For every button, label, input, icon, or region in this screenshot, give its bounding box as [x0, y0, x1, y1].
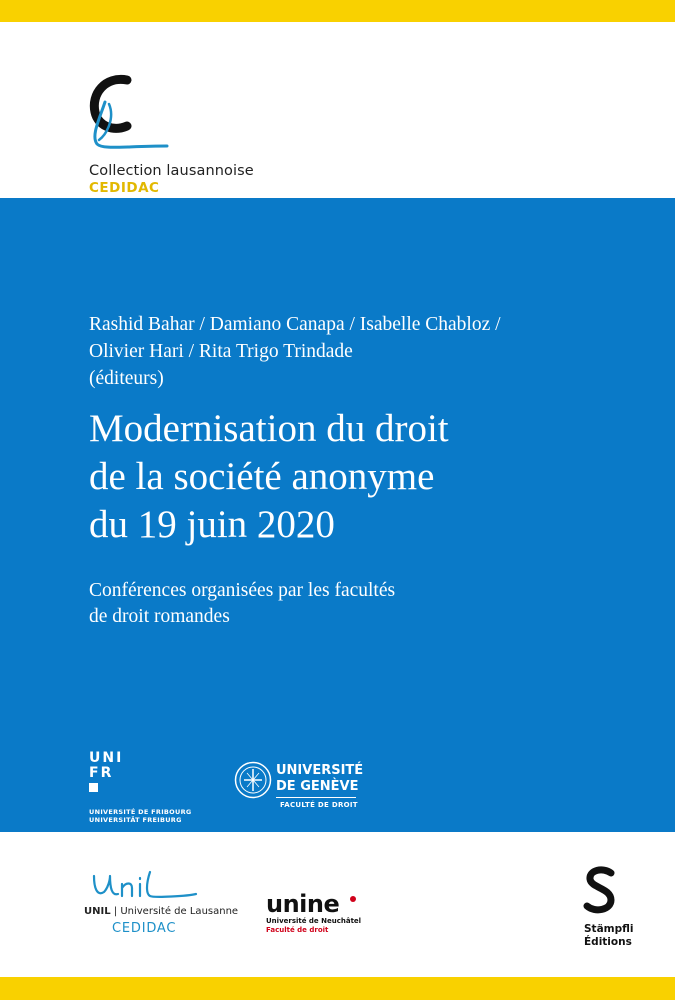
bottom-yellow-band	[0, 977, 675, 1000]
title-line: Modernisation du droit	[89, 407, 449, 450]
unige-divider	[276, 797, 356, 798]
collection-lausannoise-logo-icon	[85, 74, 175, 154]
unifr-mark-line: UNI	[89, 750, 124, 766]
unige-name-line: UNIVERSITÉ	[276, 763, 364, 778]
cover-blue-panel	[0, 198, 675, 832]
book-title	[89, 405, 449, 549]
unifr-name-de: UNIVERSITÄT FREIBURG	[89, 816, 182, 824]
editors-line: Rashid Bahar / Damiano Canapa / Isabelle Chabloz /	[89, 314, 501, 335]
unine-wordmark: unine	[266, 890, 340, 918]
unine-faculty: Faculté de droit	[266, 926, 329, 934]
cover-header	[0, 22, 675, 198]
unige-seal-icon	[234, 761, 272, 799]
unige-name-line: DE GENÈVE	[276, 779, 359, 794]
unine-dot-icon	[350, 896, 356, 902]
unifr-name-fr: UNIVERSITÉ DE FRIBOURG	[89, 808, 192, 816]
unifr-square-icon	[89, 783, 98, 792]
unil-script-logo-icon	[88, 870, 198, 906]
unifr-mark-line: FR	[89, 765, 114, 781]
subtitle-line: Conférences organisées par les facultés	[89, 580, 396, 601]
publisher-name: Stämpfli	[584, 923, 634, 935]
cover-footer	[0, 832, 675, 977]
collection-name: Collection lausannoise	[89, 163, 254, 179]
unine-university: Université de Neuchâtel	[266, 917, 362, 925]
title-line: du 19 juin 2020	[89, 503, 335, 546]
publisher-sub: Éditions	[584, 936, 632, 948]
unifr-mark	[89, 751, 192, 796]
unil-name: UNIL | Université de Lausanne	[84, 906, 239, 917]
unil-cedidac: CEDIDAC	[112, 921, 177, 936]
unil-abbr: UNIL	[84, 906, 111, 917]
editors-line: (éditeurs)	[89, 368, 164, 389]
editors	[89, 311, 501, 392]
editors-line: Olivier Hari / Rita Trigo Trindade	[89, 341, 353, 362]
unil-full-name: Université de Lausanne	[120, 906, 239, 917]
top-yellow-band	[0, 0, 675, 22]
title-line: de la société anonyme	[89, 455, 435, 498]
unifr-logo	[89, 751, 192, 824]
staempfli-s-logo-icon	[583, 866, 617, 914]
book-subtitle	[89, 578, 395, 630]
collection-sub: CEDIDAC	[89, 180, 160, 196]
unige-faculty: FACULTÉ DE DROIT	[280, 801, 358, 809]
subtitle-line: de droit romandes	[89, 606, 230, 627]
